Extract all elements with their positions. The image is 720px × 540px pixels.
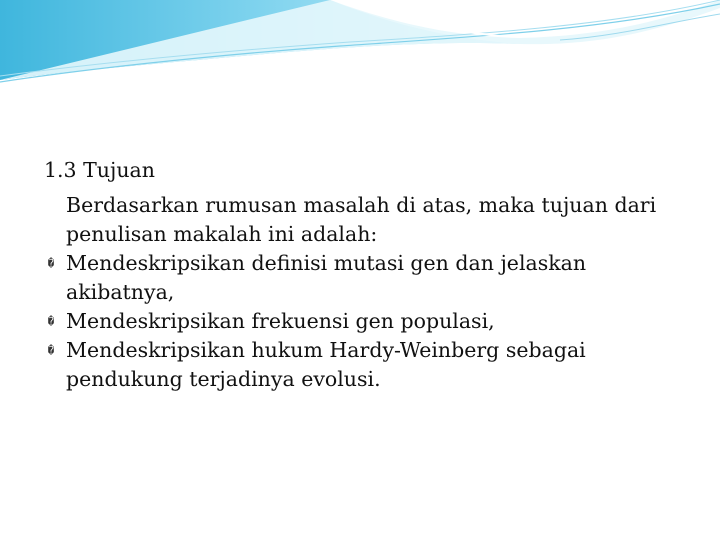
intro-paragraph: Berdasarkan rumusan masalah di atas, maka tujuan dari penulisan makalah ini adalah: — [66, 193, 657, 246]
replacement-char-icon: � — [47, 315, 55, 328]
slide-content — [44, 156, 684, 394]
section-heading: 1.3 Tujuan — [44, 158, 155, 182]
bullet-item — [44, 307, 684, 336]
bullet-text: Mendeskripsikan hukum Hardy-Weinberg sebagai pendukung terjadinya evolusi. — [66, 338, 586, 391]
bullet-text: Mendeskripsikan definisi mutasi gen dan jelaskan akibatnya, — [66, 251, 587, 304]
bullet-item — [44, 336, 684, 394]
bullet-item — [44, 249, 684, 307]
header-wave-decoration — [0, 0, 720, 90]
replacement-char-icon: � — [47, 344, 55, 357]
replacement-char-icon: � — [47, 257, 55, 270]
bullet-text: Mendeskripsikan frekuensi gen populasi, — [66, 309, 495, 333]
